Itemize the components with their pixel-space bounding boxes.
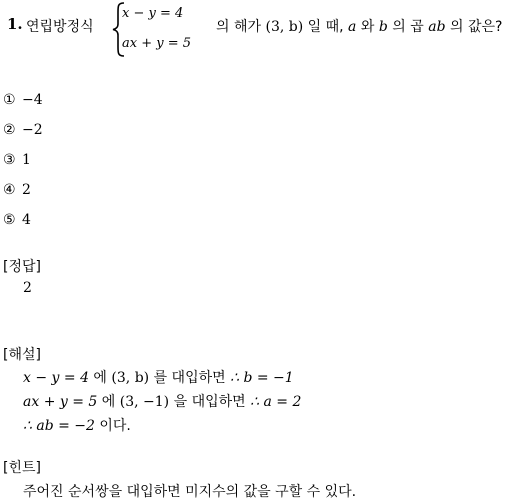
- choice-3[interactable]: [3, 152, 31, 168]
- solution-line-3: [23, 415, 131, 435]
- choice-2[interactable]: [3, 122, 43, 138]
- answer-header: [정답]: [3, 259, 41, 275]
- choice-mark: ①: [3, 92, 16, 108]
- solution-math: x − y = 4: [23, 370, 89, 386]
- question-tail-pre: 의 해가: [216, 19, 266, 35]
- choice-value: 2: [22, 182, 31, 198]
- answer-value: 2: [23, 280, 32, 296]
- choice-value: 1: [22, 152, 31, 168]
- solution-text: 에: [97, 394, 120, 410]
- solution-text: 이다.: [94, 418, 131, 434]
- question-label: 연립방정식: [26, 19, 94, 35]
- solution-text: 를 대입하면: [149, 370, 231, 386]
- question-tail: [216, 16, 502, 36]
- solution-math: ∴ b = −1: [230, 370, 294, 386]
- question-var-b: b: [378, 19, 388, 35]
- system-equation-2: ax + y = 5: [122, 36, 192, 51]
- system-equation-1: x − y = 4: [122, 6, 184, 21]
- solution-text: 에: [88, 370, 112, 386]
- solution-math: ax + y = 5: [23, 394, 98, 410]
- solution-math: (3, b): [111, 370, 150, 386]
- hint-text: 주어진 순서쌍을 대입하면 미지수의 값을 구할 수 있다.: [23, 484, 357, 500]
- choice-value: 4: [22, 212, 31, 228]
- solution-header: [해설]: [3, 347, 41, 363]
- solution-math: ∴ ab = −2: [23, 418, 95, 434]
- question-tail-mid: 일 때,: [303, 19, 349, 35]
- choice-1[interactable]: [3, 92, 43, 108]
- choice-5[interactable]: [3, 212, 31, 228]
- question-tail-gop: 의 곱: [387, 19, 429, 35]
- solution-math: ∴ a = 2: [250, 394, 302, 410]
- question-tail-wa: 와: [356, 19, 379, 35]
- choice-4[interactable]: [3, 182, 31, 198]
- question-point: (3, b): [265, 19, 304, 35]
- choice-mark: ③: [3, 152, 16, 168]
- question-var-a: a: [348, 19, 357, 35]
- choice-mark: ②: [3, 122, 16, 138]
- solution-text: 을 대입하면: [169, 394, 251, 410]
- question-prod: ab: [428, 19, 446, 35]
- solution-line-2: [23, 391, 301, 411]
- question-number: 1.: [7, 15, 23, 33]
- choice-mark: ⑤: [3, 212, 16, 228]
- choice-value: −2: [22, 122, 43, 138]
- question-tail-end: 의 값은?: [445, 19, 503, 35]
- hint-header: [힌트]: [3, 460, 41, 476]
- choice-mark: ④: [3, 182, 16, 198]
- solution-line-1: [23, 367, 294, 387]
- choice-value: −4: [22, 92, 43, 108]
- solution-math: (3, −1): [119, 394, 170, 410]
